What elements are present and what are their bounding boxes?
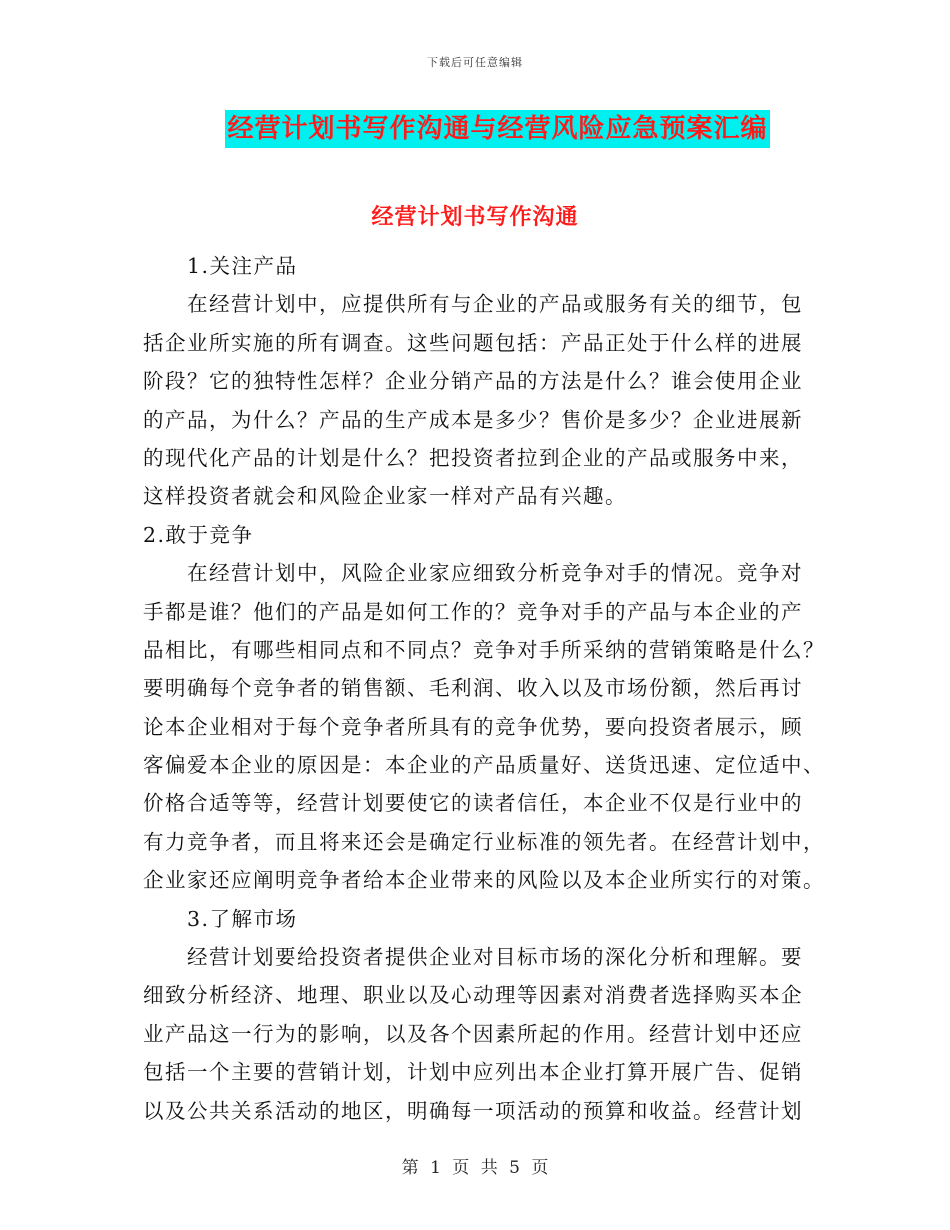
body-line: 要明确每个竞争者的销售额、毛利润、收入以及市场份额，然后再讨 <box>143 676 803 701</box>
body-line: 手都是谁？他们的产品是如何工作的？竞争对手的产品与本企业的产 <box>143 599 803 624</box>
body-line: 3.了解市场 <box>187 906 298 931</box>
section-title: 经营计划书写作沟通 <box>371 205 579 230</box>
document-title: 经营计划书写作沟通与经营风险应急预案汇编 <box>225 110 769 148</box>
header-note: 下载后可任意编辑 <box>427 56 523 69</box>
body-line: 这样投资者就会和风险企业家一样对产品有兴趣。 <box>143 484 627 509</box>
body-line: 的现代化产品的计划是什么？把投资者拉到企业的产品或服务中来， <box>143 445 803 470</box>
body-line: 包括一个主要的营销计划，计划中应列出本企业打算开展广告、促销 <box>143 1060 803 1085</box>
body-line: 2.敢于竞争 <box>143 522 254 547</box>
body-line: 价格合适等等，经营计划要使它的读者信任，本企业不仅是行业中的 <box>143 791 803 816</box>
body-line: 阶段？它的独特性怎样？企业分销产品的方法是什么？谁会使用企业 <box>143 369 803 394</box>
document-body <box>143 247 825 1130</box>
body-line: 1.关注产品 <box>187 254 298 278</box>
body-line: 业产品这一行为的影响，以及各个因素所起的作用。经营计划中还应 <box>143 1021 803 1046</box>
page-footer: 第 1 页 共 5 页 <box>401 1158 549 1178</box>
body-line: 客偏爱本企业的原因是：本企业的产品质量好、送货迅速、定位适中、 <box>143 753 825 778</box>
body-line: 括企业所实施的所有调查。这些问题包括：产品正处于什么样的进展 <box>143 330 803 355</box>
body-line: 的产品，为什么？产品的生产成本是多少？售价是多少？企业进展新 <box>143 407 803 432</box>
body-line: 企业家还应阐明竞争者给本企业带来的风险以及本企业所实行的对策。 <box>143 868 825 893</box>
body-line: 经营计划要给投资者提供企业对目标市场的深化分析和理解。要 <box>187 945 803 970</box>
body-line: 以及公共关系活动的地区，明确每一项活动的预算和收益。经营计划 <box>143 1098 803 1123</box>
body-line: 在经营计划中，应提供所有与企业的产品或服务有关的细节，包 <box>187 292 803 317</box>
body-line: 论本企业相对于每个竞争者所具有的竞争优势，要向投资者展示，顾 <box>143 714 803 739</box>
main-title-wrap <box>0 110 950 148</box>
body-line: 细致分析经济、地理、职业以及心动理等因素对消费者选择购买本企 <box>143 983 803 1008</box>
body-line: 品相比，有哪些相同点和不同点？竞争对手所采纳的营销策略是什么？ <box>143 637 825 662</box>
body-line: 在经营计划中，风险企业家应细致分析竞争对手的情况。竞争对 <box>187 561 803 586</box>
body-line: 有力竞争者，而且将来还会是确定行业标准的领先者。在经营计划中， <box>143 829 825 854</box>
